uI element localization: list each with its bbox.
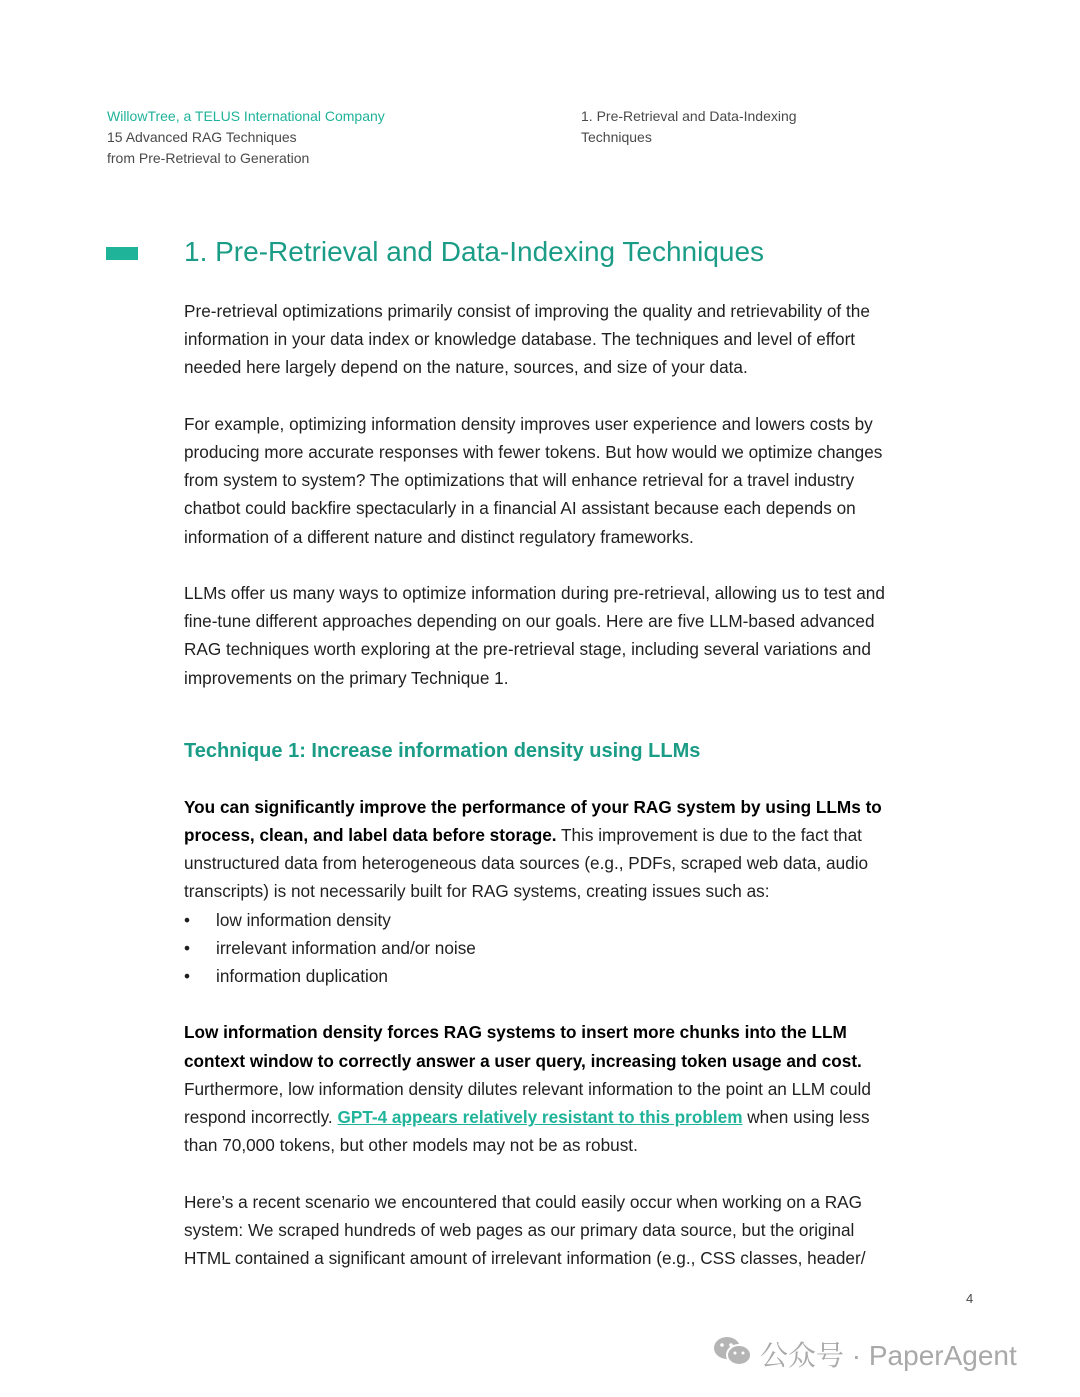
section-marker-bar — [106, 247, 138, 260]
list-item — [184, 962, 900, 990]
gpt4-resistance-link[interactable]: GPT-4 appears relatively resistant to this problem — [337, 1107, 743, 1128]
section-name-line2: Techniques — [581, 129, 652, 145]
paragraph-2-bold-lead: Low information density forces RAG systems to insert more chunks into the LLM context window to correctly answer a user query, increasing token usage and cost. — [184, 1022, 862, 1071]
technique-1-paragraph-2 — [184, 1018, 900, 1159]
running-header-left — [107, 106, 385, 169]
page-number: 4 — [966, 1291, 974, 1306]
technique-1-paragraph-1 — [184, 793, 900, 906]
running-header-right — [581, 106, 841, 148]
company-name: WillowTree, a TELUS International Company — [107, 108, 385, 124]
technique-1-paragraph-3: Here’s a recent scenario we encountered that could easily occur when working on a RAG system: We scraped hundreds of web pages as our primary data source, but the original HTML contained a significant amount of irrelevant information (e.g., CSS classes, header/ — [184, 1191, 866, 1269]
main-content — [184, 297, 900, 1300]
intro-paragraph-1: Pre-retrieval optimizations primarily consist of improving the quality and retrievability of the information in your data index or knowledge database. The techniques and level of effort needed here largely depend on the nature, sources, and size of your data. — [184, 301, 870, 378]
intro-paragraph-2: For example, optimizing information density improves user experience and lowers costs by producing more accurate responses with fewer tokens. But how would we optimize changes from system to system? The optimizations that will enhance retrieval for a travel industry chatbot could backfire spectacularly in a financial AI assistant because each depends on information of a different nature and distinct regulatory frameworks. — [184, 413, 883, 547]
section-title: 1. Pre-Retrieval and Data-Indexing Techniques — [184, 236, 765, 267]
paragraph-2-text-a: Furthermore, low information density dilutes relevant information to the point an LLM could respond incorrectly. — [184, 1078, 871, 1128]
document-title-line2: from Pre-Retrieval to Generation — [107, 150, 310, 166]
list-item — [184, 934, 900, 962]
bullet-icon: • — [184, 966, 191, 987]
paragraph-2-text-b: when using less than 70,000 tokens, but other models may not be as robust. — [184, 1107, 870, 1156]
intro-paragraph-3: LLMs offer us many ways to optimize information during pre-retrieval, allowing us to test and fine-tune different approaches depending on our goals. Here are five LLM-based advanced RAG techniques worth exploring at the pre-retrieval stage, including several variations and improvements on the primary Technique 1. — [184, 583, 885, 688]
paragraph-1-text: This improvement is due to the fact that unstructured data from heterogeneous data sources (e.g., PDFs, scraped web data, audio transcripts) is not necessarily built for RAG systems, creating issues such as: — [184, 825, 869, 902]
list-item-text: low information density — [216, 909, 391, 930]
list-item-text: irrelevant information and/or noise — [216, 937, 476, 958]
section-name-line1: 1. Pre-Retrieval and Data-Indexing — [581, 108, 797, 124]
issues-list — [184, 906, 900, 991]
wechat-icon — [712, 1335, 752, 1374]
paragraph-1-bold-lead: You can significantly improve the performance of your RAG system by using LLMs to process, clean, and label data before storage. — [184, 796, 882, 846]
technique-1-heading: Technique 1: Increase information density using LLMs — [184, 739, 701, 762]
bullet-icon: • — [184, 909, 191, 930]
watermark — [712, 1334, 1017, 1374]
list-item-text: information duplication — [216, 966, 388, 987]
bullet-icon: • — [184, 937, 191, 958]
watermark-text: 公众号 · PaperAgent — [760, 1340, 1017, 1371]
list-item — [184, 906, 900, 934]
document-title-line1: 15 Advanced RAG Techniques — [107, 129, 297, 145]
